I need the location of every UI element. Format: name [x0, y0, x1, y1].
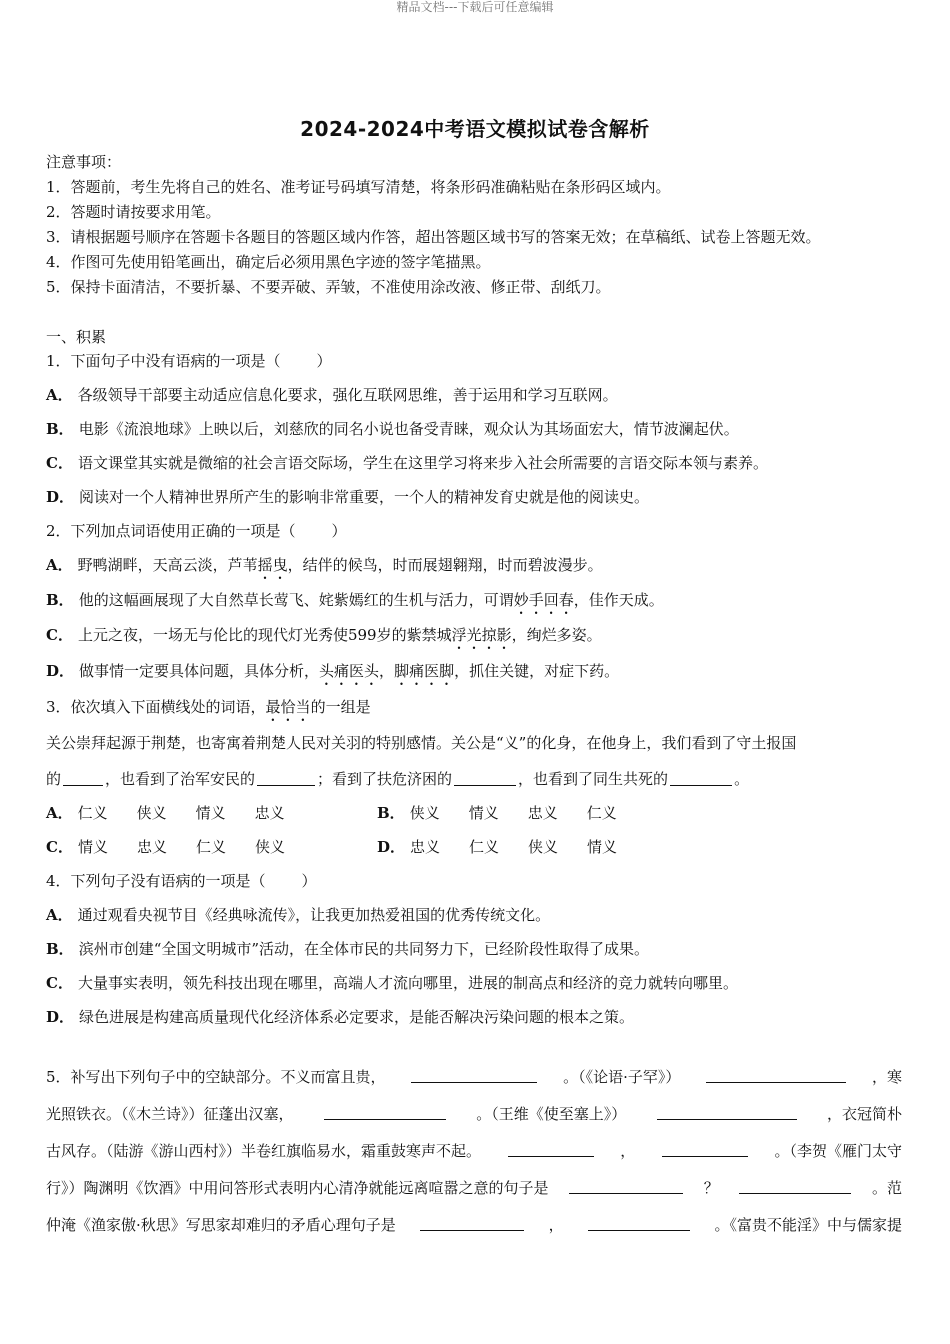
q5-text: 。范: [871, 1179, 902, 1197]
option-label: C．: [46, 974, 73, 992]
option-word: 忠义: [136, 838, 167, 856]
fill-blank[interactable]: [706, 1067, 846, 1083]
fill-blank[interactable]: [257, 770, 315, 786]
option-word: 侠义: [528, 838, 559, 856]
passage-line: [46, 769, 749, 789]
fill-blank[interactable]: [739, 1178, 851, 1194]
fill-blank[interactable]: [657, 1104, 797, 1120]
option-word: 情义: [77, 838, 108, 856]
fill-blank[interactable]: [662, 1141, 748, 1157]
option-word: 忠义: [527, 804, 558, 822]
passage-text: 。: [734, 770, 750, 788]
option-word: 情义: [468, 804, 499, 822]
option-text: ，抓住关键，对症下药。: [454, 662, 620, 680]
option-word: 侠义: [409, 804, 440, 822]
option-label: D．: [46, 1008, 75, 1026]
question-3-stem: [46, 697, 371, 725]
passage-line: 关公崇拜起源于荆楚，也寄寓着荆楚人民对关羽的特别感情。关公是“义”的化身，在他身上，我们看到了守土报国: [46, 734, 797, 752]
dotted-word: 头痛医头: [319, 662, 380, 680]
fill-blank[interactable]: [63, 770, 103, 786]
option-b: [377, 803, 646, 823]
option-text: 各级领导干部要主动适应信息化要求，强化互联网思维，善于运用和学习互联网。: [77, 386, 618, 404]
option-label: A．: [46, 386, 73, 404]
option-d: [46, 1007, 634, 1027]
option-text: 阅读对一个人精神世界所产生的影响非常重要，一个人的精神发育史就是他的阅读史。: [79, 488, 650, 506]
q5-text: 行》）陶渊明《饮酒》中用问答形式表明内心清净就能远离喧嚣之意的句子是: [46, 1179, 549, 1197]
option-a: [46, 905, 550, 925]
option-word: 仁义: [77, 804, 108, 822]
option-text: 他的这幅画展现了大自然草长莺飞、姹紫嫣红的生机与活力，可谓: [78, 591, 514, 609]
option-text: 语文课堂其实就是微缩的社会言语交际场，学生在这里学习将来步入社会所需要的言语交际本领与素养。: [77, 454, 768, 472]
option-label: D．: [46, 662, 75, 680]
notice-item: 4．作图可先使用铅笔画出，确定后必须用黑色字迹的签字笔描黑。: [46, 253, 491, 271]
option-text: 通过观看央视节目《经典咏流传》，让我更加热爱祖国的优秀传统文化。: [77, 906, 551, 924]
option-word: 仁义: [586, 804, 617, 822]
option-label: C．: [46, 838, 73, 856]
q5-text: 光照铁衣。（《木兰诗》）征蓬出汉塞，: [46, 1105, 294, 1123]
dotted-word: 摇曳: [257, 556, 288, 574]
fill-blank[interactable]: [411, 1067, 537, 1083]
option-word: 仁义: [195, 838, 226, 856]
option-c: [46, 973, 738, 993]
dotted-word: 最恰当: [265, 698, 311, 716]
stem-text: 1．下面句子中没有语病的一项是（: [46, 352, 281, 370]
passage-text: 的: [46, 770, 62, 788]
option-a: [46, 803, 377, 823]
stem-text: 2．下列加点词语使用正确的一项是（: [46, 522, 296, 540]
question-5-line: [46, 1067, 902, 1087]
option-text: 电影《流浪地球》上映以后，刘慈欣的同名小说也备受青睐，观众认为其场面宏大，情节波澜起伏。: [78, 420, 739, 438]
passage-text: ；看到了扶危济困的: [317, 770, 453, 788]
option-label: A．: [46, 556, 73, 574]
q5-text: 。（王维《使至塞上》）: [476, 1105, 627, 1123]
option-word: 忠义: [254, 804, 285, 822]
option-label: B．: [377, 804, 405, 822]
option-label: B．: [46, 940, 74, 958]
option-label: B．: [46, 420, 74, 438]
fill-blank[interactable]: [324, 1104, 446, 1120]
question-4-stem: [46, 871, 317, 891]
option-label: A．: [46, 906, 73, 924]
q5-text: ，衣冠简朴: [826, 1105, 902, 1123]
stem-end: ）: [301, 872, 317, 890]
dotted-word: 脚痛医脚: [394, 662, 455, 680]
q5-text: 。（李贺《雁门太守: [774, 1142, 902, 1160]
section-heading: 一、积累: [46, 328, 107, 346]
notice-item: 2．答题时请按要求用笔。: [46, 203, 221, 221]
q5-text: ，: [548, 1216, 564, 1234]
option-text: 绿色进展是构建高质量现代化经济体系必定要求，是能否解决污染问题的根本之策。: [79, 1008, 635, 1026]
option-label: C．: [46, 626, 73, 644]
dotted-word: 浮光掠影: [451, 626, 512, 644]
option-c: [46, 453, 768, 473]
fill-blank[interactable]: [508, 1141, 594, 1157]
option-label: C．: [46, 454, 73, 472]
q5-text: 。《富贵不能淫》中与儒家提: [714, 1216, 902, 1234]
option-label: B．: [46, 591, 74, 609]
fill-blank[interactable]: [454, 770, 516, 786]
fill-blank[interactable]: [569, 1178, 683, 1194]
option-b: [46, 419, 739, 439]
option-word: 忠义: [410, 838, 441, 856]
notice-item: 3．请根据题号顺序在答题卡各题目的答题区域内作答，超出答题区域书写的答案无效；在草稿纸、试卷上答题无效。: [46, 228, 821, 246]
stem-end: ）: [331, 522, 347, 540]
option-text: 滨州市创建“全国文明城市”活动，在全体市民的共同努力下，已经阶段性取得了成果。: [78, 940, 650, 958]
option-d: [46, 661, 619, 689]
page-title: 2024-2024中考语文模拟试卷含解析: [300, 117, 650, 141]
option-row: [46, 803, 646, 823]
passage-text: ，也看到了治军安民的: [105, 770, 256, 788]
option-text: ，绚烂多姿。: [511, 626, 602, 644]
notice-item: 5．保持卡面清洁，不要折暴、不要弄破、弄皱，不准使用涂改液、修正带、刮纸刀。: [46, 278, 611, 296]
option-label: D．: [377, 838, 406, 856]
option-text: ，结伴的候鸟，时而展翅翱翔，时而碧波漫步。: [287, 556, 603, 574]
stem-end: ）: [316, 352, 332, 370]
option-word: 仁义: [469, 838, 500, 856]
notice-item: 1．答题前，考生先将自己的姓名、准考证号码填写清楚，将条形码准确粘贴在条形码区域内。: [46, 178, 671, 196]
question-2-stem: [46, 521, 347, 541]
dotted-word: 妙手回春: [513, 591, 574, 609]
option-b: [46, 939, 649, 959]
passage-text: ，也看到了同生共死的: [518, 770, 669, 788]
fill-blank[interactable]: [670, 770, 732, 786]
question-5-line: [46, 1215, 902, 1235]
question-5-line: [46, 1141, 902, 1161]
fill-blank[interactable]: [588, 1215, 690, 1231]
q5-text: 仲淹《渔家傲·秋思》写思家却难归的矛盾心理句子是: [46, 1216, 396, 1234]
option-a: [46, 385, 618, 405]
option-label: D．: [46, 488, 75, 506]
option-word: 情义: [587, 838, 618, 856]
option-a: [46, 555, 603, 583]
option-row: [46, 837, 646, 857]
q5-text: ，寒: [871, 1068, 902, 1086]
option-text: 野鸭湖畔，天高云淡，芦苇: [77, 556, 258, 574]
question-5-line: [46, 1178, 902, 1198]
option-c: [46, 625, 602, 653]
q5-text: 古风存。（陆游《游山西村》）半卷红旗临易水，霜重鼓寒声不起。: [46, 1142, 482, 1160]
option-d: [377, 837, 646, 857]
option-b: [46, 590, 664, 618]
option-label: A．: [46, 804, 73, 822]
option-d: [46, 487, 649, 507]
watermark: 精品文档---下载后可任意编辑: [396, 0, 554, 14]
question-1-stem: [46, 351, 332, 371]
fill-blank[interactable]: [420, 1215, 524, 1231]
q5-text: 5．补写出下列句子中的空缺部分。不义而富且贵，: [46, 1068, 386, 1086]
stem-text: 4．下列句子没有语病的一项是（: [46, 872, 266, 890]
option-word: 侠义: [254, 838, 285, 856]
notice-heading: 注意事项：: [46, 153, 122, 171]
option-word: 情义: [195, 804, 226, 822]
option-text: 上元之夜，一场无与伦比的现代灯光秀使599岁的紫禁城: [77, 626, 452, 644]
q5-text: 。（《论语·子罕》）: [563, 1068, 681, 1086]
option-word: 侠义: [136, 804, 167, 822]
option-text: ，: [379, 662, 395, 680]
q5-text: ？: [703, 1179, 719, 1197]
stem-text: 的一组是: [310, 698, 371, 716]
option-text: 大量事实表明，领先科技出现在哪里，高端人才流向哪里，进展的制高点和经济的竞力就转向哪里。: [77, 974, 738, 992]
option-text: ，佳作天成。: [573, 591, 664, 609]
q5-text: ，: [620, 1142, 636, 1160]
option-c: [46, 837, 377, 857]
option-text: 做事情一定要具体问题，具体分析，: [79, 662, 320, 680]
question-5-line: [46, 1104, 902, 1124]
stem-text: 3．依次填入下面横线处的词语，: [46, 698, 266, 716]
